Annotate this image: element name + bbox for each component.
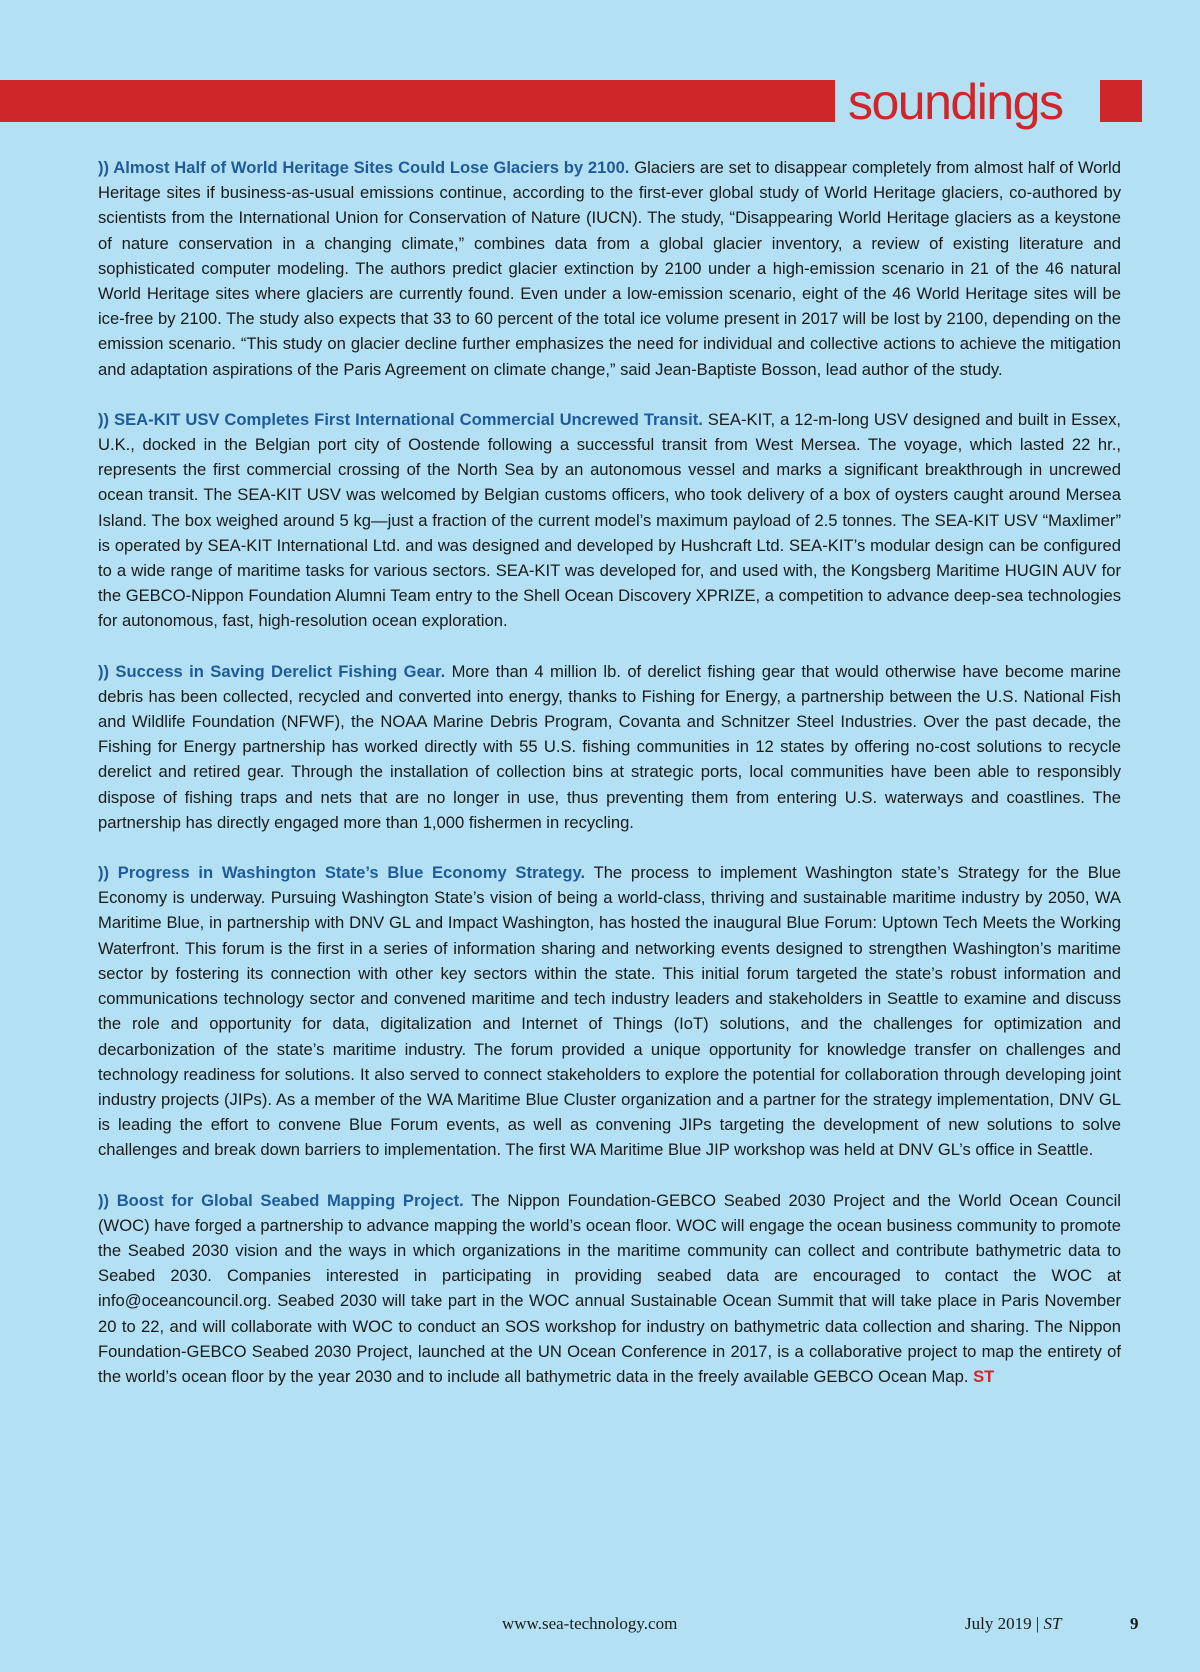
article-seabed-mapping — [98, 1188, 1121, 1390]
section-title: soundings — [848, 74, 1063, 130]
page-number: 9 — [1130, 1614, 1139, 1633]
article-headline: )) Almost Half of World Heritage Sites Could Lose Glaciers by 2100. — [98, 158, 630, 177]
article-body: More than 4 million lb. of derelict fishing gear that would otherwise have become marine debris has been collected, recycled and converted into energy, thanks to Fishing for Energy, a partnership between the U.S. National Fish and Wildlife Foundation (NFWF), the NOAA Marine Debris Program, Covanta and Schnitzer Steel Industries. Over the past decade, the Fishing for Energy partnership has worked directly with 55 U.S. fishing communities in 12 states by offering no-cost solutions to recycle derelict and retired gear. Through the installation of collection bins at strategic ports, local communities have been able to responsibly dispose of fishing traps and nets that are no longer in use, thus preventing them from entering U.S. waterways and coastlines. The partnership has directly engaged more than 1,000 fishermen in recycling. — [98, 661, 1121, 832]
article-body: The Nippon Foundation-GEBCO Seabed 2030 Project and the World Ocean Council (WOC) have forged a partnership to advance mapping the world’s ocean floor. WOC will engage the ocean business community to promote the Seabed 2030 vision and the ways in which organizations in the maritime community can collect and contribute bathymetric data to Seabed 2030. Companies interested in participating in providing seabed data are encouraged to contact the WOC at info@oceancouncil.org. Seabed 2030 will take part in the WOC annual Sustainable Ocean Summit that will take place in Paris November 20 to 22, and will collaborate with WOC to conduct an SOS workshop for industry on bathymetric data collection and sharing. The Nippon Foundation-GEBCO Seabed 2030 Project, launched at the UN Ocean Conference in 2017, is a collaborative project to map the entirety of the world’s ocean floor by the year 2030 and to include all bathymetric data in the freely available GEBCO Ocean Map. — [98, 1190, 1121, 1386]
end-mark: ST — [973, 1366, 995, 1386]
footer-separator: | — [1035, 1614, 1040, 1633]
article-headline: )) Progress in Washington State’s Blue Economy Strategy. — [98, 863, 586, 883]
issue-date: July 2019 — [965, 1614, 1032, 1633]
article-body: The process to implement Washington state’s Strategy for the Blue Economy is underway. Pursuing Washington State’s vision of being a world-class, thriving and sustainable maritime industry by 2050, WA Maritime Blue, in partnership with DNV GL and Impact Washington, has hosted the inaugural Blue Forum: Uptown Tech Meets the Working Waterfront. This forum is the first in a series of information sharing and networking events designed to strengthen Washington’s maritime sector by fostering its connection with other key sectors within the state. This initial forum targeted the state’s robust information and communications technology sector and convened maritime and tech industry leaders and stakeholders in Seattle to examine and discuss the role and opportunity for data, digitalization and Internet of Things (IoT) solutions, and the challenges for optimization and decarbonization of the state’s maritime industry. The forum provided a unique opportunity for knowledge transfer on challenges and technology readiness for solutions. It also served to connect stakeholders to explore the potential for collaboration through developing joint industry projects (JIPs). As a member of the WA Maritime Blue Cluster organization and a partner for the strategy implementation, DNV GL is leading the effort to convene Blue Forum events, as well as convening JIPs targeting the development of new solutions to solve challenges and break down barriers to implementation. The first WA Maritime Blue JIP workshop was held at DNV GL’s office in Seattle. — [98, 863, 1122, 1160]
article-body: Glaciers are set to disappear completely from almost half of World Heritage sites if business-as-usual emissions continue, according to the first-ever global study of World Heritage glaciers, co-authored by scientists from the International Union for Conservation of Nature (IUCN). The study, “Disappearing World Heritage glaciers as a keystone of nature conservation in a changing climate,” combines data from a global glacier inventory, a review of existing literature and sophisticated computer modeling. The authors predict glacier extinction by 2100 under a high-emission scenario in 21 of the 46 natural World Heritage sites where glaciers are currently found. Even under a low-emission scenario, eight of the 46 World Heritage sites will be ice-free by 2100. The study also expects that 33 to 60 percent of the total ice volume present in 2017 will be lost by 2100, depending on the emission scenario. “This study on glacier decline further emphasizes the need for individual and collective actions to achieve the mitigation and adaptation aspirations of the Paris Agreement on climate change,” said Jean-Baptiste Bosson, lead author of the study. — [98, 158, 1121, 379]
page-footer — [0, 1614, 1200, 1638]
article-headline: )) Success in Saving Derelict Fishing Gear. — [98, 661, 446, 681]
article-headline: )) SEA-KIT USV Completes First International Commercial Uncrewed Transit. — [98, 409, 703, 429]
article-body: SEA-KIT, a 12-m-long USV designed and built in Essex, U.K., docked in the Belgian port city of Oostende following a successful transit from West Mersea. The voyage, which lasted 22 hr., represents the first commercial crossing of the North Sea by an autonomous vessel and marks a significant breakthrough in uncrewed ocean transit. The SEA-KIT USV was welcomed by Belgian customs officers, who took delivery of a box of oysters caught around Mersea Island. The box weighed around 5 kg—just a fraction of the current model’s maximum payload of 2.5 tonnes. The SEA-KIT USV “Maxlimer” is operated by SEA-KIT International Ltd. and was designed and developed by Hushcraft Ltd. SEA-KIT’s modular design can be configured to a wide range of maritime tasks for various sectors. SEA-KIT was developed for, and used with, the Kongsberg Maritime HUGIN AUV for the GEBCO-Nippon Foundation Alumni Team entry to the Shell Ocean Discovery XPRIZE, a competition to advance deep-sea technologies for autonomous, fast, high-resolution ocean exploration. — [98, 409, 1121, 631]
footer-issue — [965, 1614, 1061, 1634]
header-square-block — [1100, 80, 1142, 122]
header-banner-bar — [0, 80, 835, 122]
article-sea-kit — [98, 407, 1121, 634]
article-list — [98, 155, 1121, 1414]
article-headline: )) Boost for Global Seabed Mapping Project. — [98, 1190, 464, 1210]
article-glaciers — [98, 155, 1121, 382]
article-fishing-gear — [98, 659, 1121, 835]
article-blue-economy — [98, 860, 1121, 1162]
footer-url: www.sea-technology.com — [502, 1614, 678, 1633]
publication-name: ST — [1043, 1614, 1062, 1633]
